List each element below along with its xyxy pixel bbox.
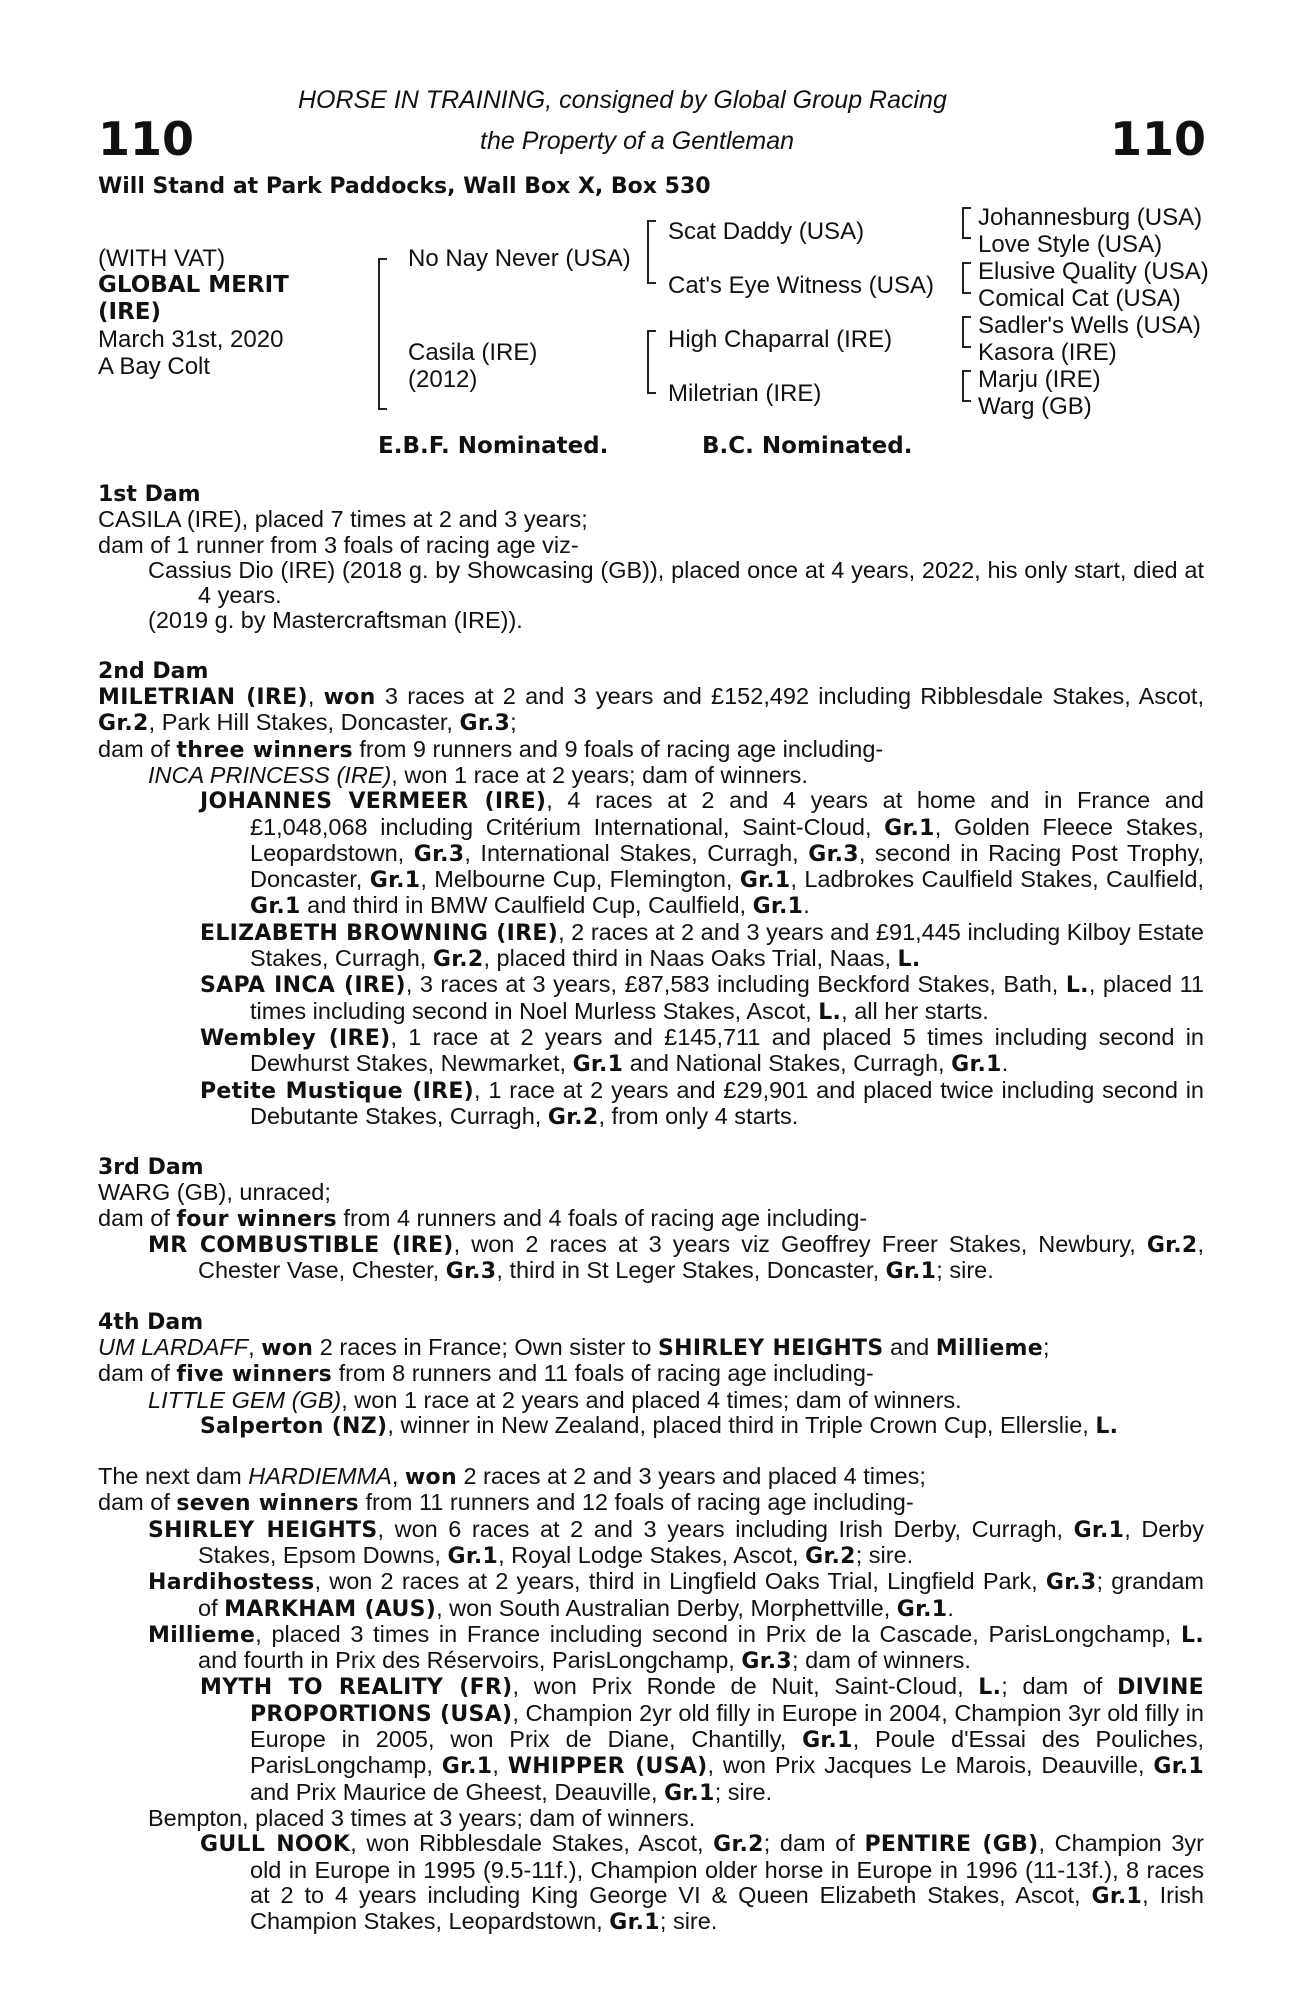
pedigree-brace-g12 <box>962 207 971 239</box>
stand-line: Will Stand at Park Paddocks, Wall Box X, Box 530 <box>98 174 711 199</box>
dam-paragraph: dam of five winners from 8 runners and 11 foals of racing age including- <box>98 1360 874 1388</box>
produce-entry: LITTLE GEM (GB), won 1 race at 2 years and placed 4 times; dam of winners. <box>148 1386 962 1413</box>
ancestor-g3: Elusive Quality (USA) <box>978 258 1209 285</box>
third-dam-section <box>98 1155 1204 1284</box>
produce-entry: Cassius Dio (IRE) (2018 g. by Showcasing (GB)), placed once at 4 years, 2022, his only start, died at 4 years. <box>148 556 1204 609</box>
foaling-date: March 31st, 2020 <box>98 326 284 353</box>
pedigree-brace-g78 <box>962 370 971 402</box>
pedigree-brace-g56 <box>962 316 971 348</box>
dam-paragraph: MILETRIAN (IRE), won 3 races at 2 and 3 years and £152,492 including Ribblesdale Stakes, Ascot, Gr.2, Park Hill Stakes, Doncaster, Gr.3; <box>98 683 1204 737</box>
consignor-line: HORSE IN TRAINING, consigned by Global Group Racing <box>298 86 947 114</box>
produce-entry: Bempton, placed 3 times at 3 years; dam of winners. <box>148 1804 696 1831</box>
lot-number-left: 110 <box>98 112 195 166</box>
bc-nomination: B.C. Nominated. <box>702 433 913 459</box>
first-dam-section <box>98 482 1204 634</box>
dam-paragraph: dam of seven winners from 11 runners and 12 foals of racing age including- <box>98 1489 914 1517</box>
dam-sire: High Chaparral (IRE) <box>668 326 893 353</box>
produce-entry: SAPA INCA (IRE), 3 races at 3 years, £87,583 including Beckford Stakes, Bath, L., placed 11 times including second in Noel Murless Stakes, Ascot, L., all her starts. <box>200 971 1205 1025</box>
pedigree-brace-g34 <box>962 262 971 294</box>
horse-name-suffix: (IRE) <box>98 299 162 325</box>
dam-paragraph: dam of 1 runner from 3 foals of racing age viz- <box>98 531 579 558</box>
ebf-nomination: E.B.F. Nominated. <box>378 433 609 459</box>
produce-entry: GULL NOOK, won Ribblesdale Stakes, Ascot, Gr.2; dam of PENTIRE (GB), Champion 3yr old in Europe in 1995 (9.5-11f.), Champion older horse in Europe in 1996 (11-13f.), 8 races at 2 to 4 years including King George VI & Queen Elizabeth Stakes, Ascot, Gr.1, Irish Champion Stakes, Leopardstown, Gr.1; sire. <box>200 1830 1204 1936</box>
pedigree-brace-main <box>378 258 387 410</box>
dam-paragraph: dam of three winners from 9 runners and 9 foals of racing age including- <box>98 735 884 763</box>
dam-dam: Miletrian (IRE) <box>668 380 822 407</box>
produce-entry: INCA PRINCESS (IRE), won 1 race at 2 years; dam of winners. <box>148 761 808 788</box>
ancestor-g6: Kasora (IRE) <box>978 339 1117 366</box>
ancestor-g7: Marju (IRE) <box>978 366 1101 393</box>
dam-paragraph: CASILA (IRE), placed 7 times at 2 and 3 years; <box>98 506 588 533</box>
produce-entry: (2019 g. by Mastercraftsman (IRE)). <box>148 607 523 634</box>
horse-name: GLOBAL MERIT <box>98 272 289 298</box>
produce-entry: Petite Mustique (IRE), 1 race at 2 years and £29,901 and placed twice including second in Debutante Stakes, Curragh, Gr.2, from only 4 starts. <box>200 1076 1204 1130</box>
pedigree-brace-dam <box>647 330 656 394</box>
sire-sire: Scat Daddy (USA) <box>668 218 865 245</box>
ancestor-g2: Love Style (USA) <box>978 231 1163 258</box>
dam-paragraph: UM LARDAFF, won 2 races in France; Own sister to SHIRLEY HEIGHTS and Millieme; <box>98 1333 1050 1361</box>
dam-paragraph: The next dam HARDIEMMA, won 2 races at 2 and 3 years and placed 4 times; <box>98 1463 926 1491</box>
ancestor-g1: Johannesburg (USA) <box>978 204 1203 231</box>
produce-entry: Millieme, placed 3 times in France including second in Prix de la Cascade, ParisLongchamp, L. and fourth in Prix des Réservoirs, ParisLongchamp, Gr.3; dam of winners. <box>148 1620 1204 1675</box>
vat-note: (WITH VAT) <box>98 245 226 272</box>
catalogue-body <box>98 482 1204 1935</box>
sire-name: No Nay Never (USA) <box>408 245 631 272</box>
fourth-dam-title: 4th Dam <box>98 1309 204 1335</box>
second-dam-title: 2nd Dam <box>98 658 209 684</box>
produce-entry: MR COMBUSTIBLE (IRE), won 2 races at 3 years viz Geoffrey Freer Stakes, Newbury, Gr.2, Chester Vase, Chester, Gr.3, third in St Leger Stakes, Doncaster, Gr.1; sire. <box>148 1231 1204 1285</box>
second-dam-section <box>98 659 1204 1130</box>
produce-entry: MYTH TO REALITY (FR), won Prix Ronde de Nuit, Saint-Cloud, L.; dam of DIVINE PROPORTIONS (USA), Champion 2yr old filly in Europe in 2004, Champion 3yr old filly in Europe in 2005, won Prix de Diane, Chantilly, Gr.1, Poule d'Essai des Pouliches, ParisLongchamp, Gr.1, WHIPPER (USA), won Prix Jacques Le Marois, Deauville, Gr.1 and Prix Maurice de Gheest, Deauville, Gr.1; sire. <box>200 1673 1204 1806</box>
horse-description: A Bay Colt <box>98 353 211 380</box>
lot-number-right: 110 <box>1109 112 1206 166</box>
produce-entry: Wembley (IRE), 1 race at 2 years and £145,711 and placed 5 times including second in Dewhurst Stakes, Newmarket, Gr.1 and National Stakes, Curragh, Gr.1. <box>200 1023 1204 1078</box>
ancestor-g4: Comical Cat (USA) <box>978 285 1181 312</box>
produce-entry: JOHANNES VERMEER (IRE), 4 races at 2 and 4 years at home and in France and £1,048,068 including Critérium International, Saint-Cloud, Gr.1, Golden Fleece Stakes, Leopardstown, Gr.3, International Stakes, Curragh, Gr.3, second in Racing Post Trophy, Doncaster, Gr.1, Melbourne Cup, Flemington, Gr.1, Ladbrokes Caulfield Stakes, Caulfield, Gr.1 and third in BMW Caulfield Cup, Caulfield, Gr.1. <box>200 787 1205 920</box>
property-line: the Property of a Gentleman <box>480 127 795 155</box>
produce-entry: SHIRLEY HEIGHTS, won 6 races at 2 and 3 years including Irish Derby, Curragh, Gr.1, Derby Stakes, Epsom Downs, Gr.1, Royal Lodge Stakes, Ascot, Gr.2; sire. <box>148 1515 1205 1569</box>
next-dam-section <box>98 1464 1204 1935</box>
ancestor-g5: Sadler's Wells (USA) <box>978 312 1201 339</box>
pedigree-brace-sire <box>647 220 656 284</box>
fourth-dam-section <box>98 1310 1204 1439</box>
third-dam-title: 3rd Dam <box>98 1155 204 1181</box>
produce-entry: Salperton (NZ), winner in New Zealand, placed third in Triple Crown Cup, Ellerslie, L. <box>200 1411 1119 1439</box>
dam-foaled-year: (2012) <box>408 366 478 393</box>
dam-paragraph: dam of four winners from 4 runners and 4 foals of racing age including- <box>98 1204 868 1232</box>
sire-dam: Cat's Eye Witness (USA) <box>668 272 934 299</box>
first-dam-title: 1st Dam <box>98 482 201 507</box>
produce-entry: ELIZABETH BROWNING (IRE), 2 races at 2 and 3 years and £91,445 including Kilboy Estate Stakes, Curragh, Gr.2, placed third in Naas Oaks Trial, Naas, L. <box>200 918 1204 973</box>
produce-entry: Hardihostess, won 2 races at 2 years, third in Lingfield Oaks Trial, Lingfield Park, Gr.3; grandam of MARKHAM (AUS), won South Australian Derby, Morphettville, Gr.1. <box>148 1568 1204 1622</box>
dam-name: Casila (IRE) <box>408 339 538 366</box>
ancestor-g8: Warg (GB) <box>978 393 1092 420</box>
dam-paragraph: WARG (GB), unraced; <box>98 1179 331 1206</box>
